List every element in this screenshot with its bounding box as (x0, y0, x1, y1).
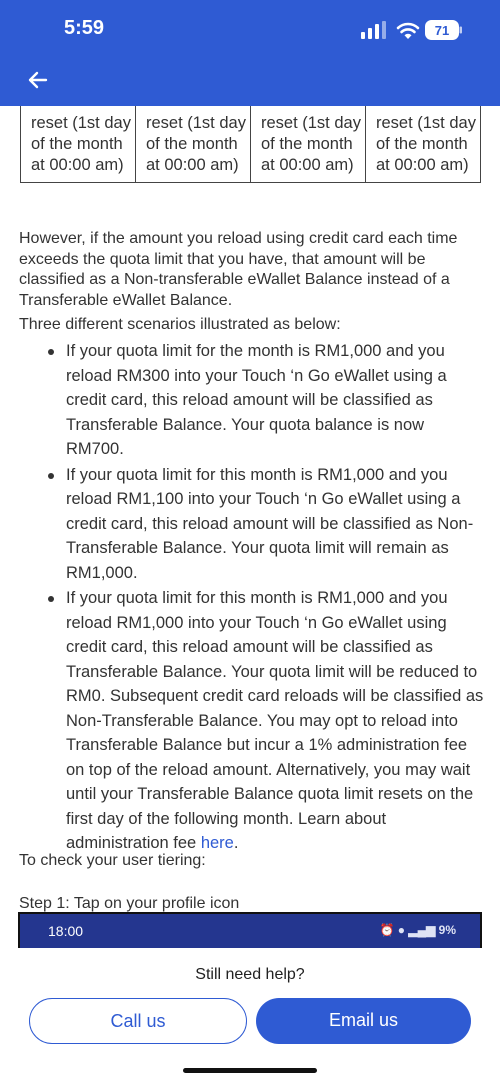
status-bar (0, 0, 500, 62)
embedded-battery: 9% (438, 923, 456, 937)
home-indicator (183, 1068, 317, 1073)
check-tiering-text: To check your user tiering: (19, 852, 206, 869)
email-us-button[interactable]: Email us (256, 998, 471, 1044)
call-us-button[interactable]: Call us (29, 998, 247, 1044)
list-item: If your quota limit for the month is RM1,000 and you reload RM300 into your Touch ‘n Go eWallet using a credit card, this reload amount will be classified as Transferable Balance. Your quota balance is now RM700. (44, 339, 484, 462)
scenario-text: If your quota limit for this month is RM1,000 and you reload RM1,000 into your Touch ‘n Go eWallet using credit card, this reload amount will be classified as Transferable Balance. Your quota limit will be reduced to RM0. Subsequent credit card reloads will be classified as Non-Transferable Balance. You may opt to reload into Transferable Balance but incur a 1% administration fee on top of the reload amount. Alternatively, you may wait until your Transferable Balance quota limit resets on the first day of the following month. Learn about administration fee (66, 589, 484, 852)
top-app-bar (0, 0, 500, 106)
table-cell: reset (1st day of the month at 00:00 am) (251, 93, 366, 183)
battery-level: 71 (434, 23, 450, 38)
exceed-quota-paragraph: However, if the amount you reload using credit card each time exceeds the quota limit that you have, that amount will be classified as a Non-transferable eWallet Balance instead of a Transferable eWallet Balance. (19, 230, 458, 309)
scenario-list (44, 339, 484, 857)
step-1-text: Step 1: Tap on your profile icon (19, 895, 240, 912)
help-text: Still need help? (195, 966, 305, 983)
administration-fee-link[interactable]: here (200, 834, 234, 852)
list-item: If your quota limit for this month is RM1,000 and you reload RM1,100 into your Touch ‘n Go eWallet using a credit card, this reload amount will be classified as Non-Transferable Balance. Your quota limit will remain as RM1,000. (44, 463, 484, 586)
location-icon: ● (397, 923, 405, 937)
table-cell: reset (1st day of the month at 00:00 am) (21, 93, 136, 183)
embedded-status-icons (379, 923, 456, 937)
battery-icon (425, 20, 463, 40)
embedded-time: 18:00 (48, 923, 84, 939)
status-time: 5:59 (64, 17, 105, 39)
alarm-icon: ⏰ (379, 923, 395, 937)
scenarios-intro: Three different scenarios illustrated as below: (19, 316, 341, 333)
table-cell: reset (1st day of the month at 00:00 am) (366, 93, 481, 183)
table-row (21, 93, 481, 183)
wifi-icon (396, 20, 420, 40)
cellular-signal-icon (361, 21, 389, 39)
back-arrow-icon[interactable] (26, 68, 50, 92)
embedded-screenshot (18, 912, 482, 948)
help-footer (0, 948, 500, 1082)
table-cell: reset (1st day of the month at 00:00 am) (136, 93, 251, 183)
signal-icon: ▂▄▆ (408, 923, 436, 937)
scenario-end: . (233, 834, 239, 852)
list-item (44, 586, 484, 856)
